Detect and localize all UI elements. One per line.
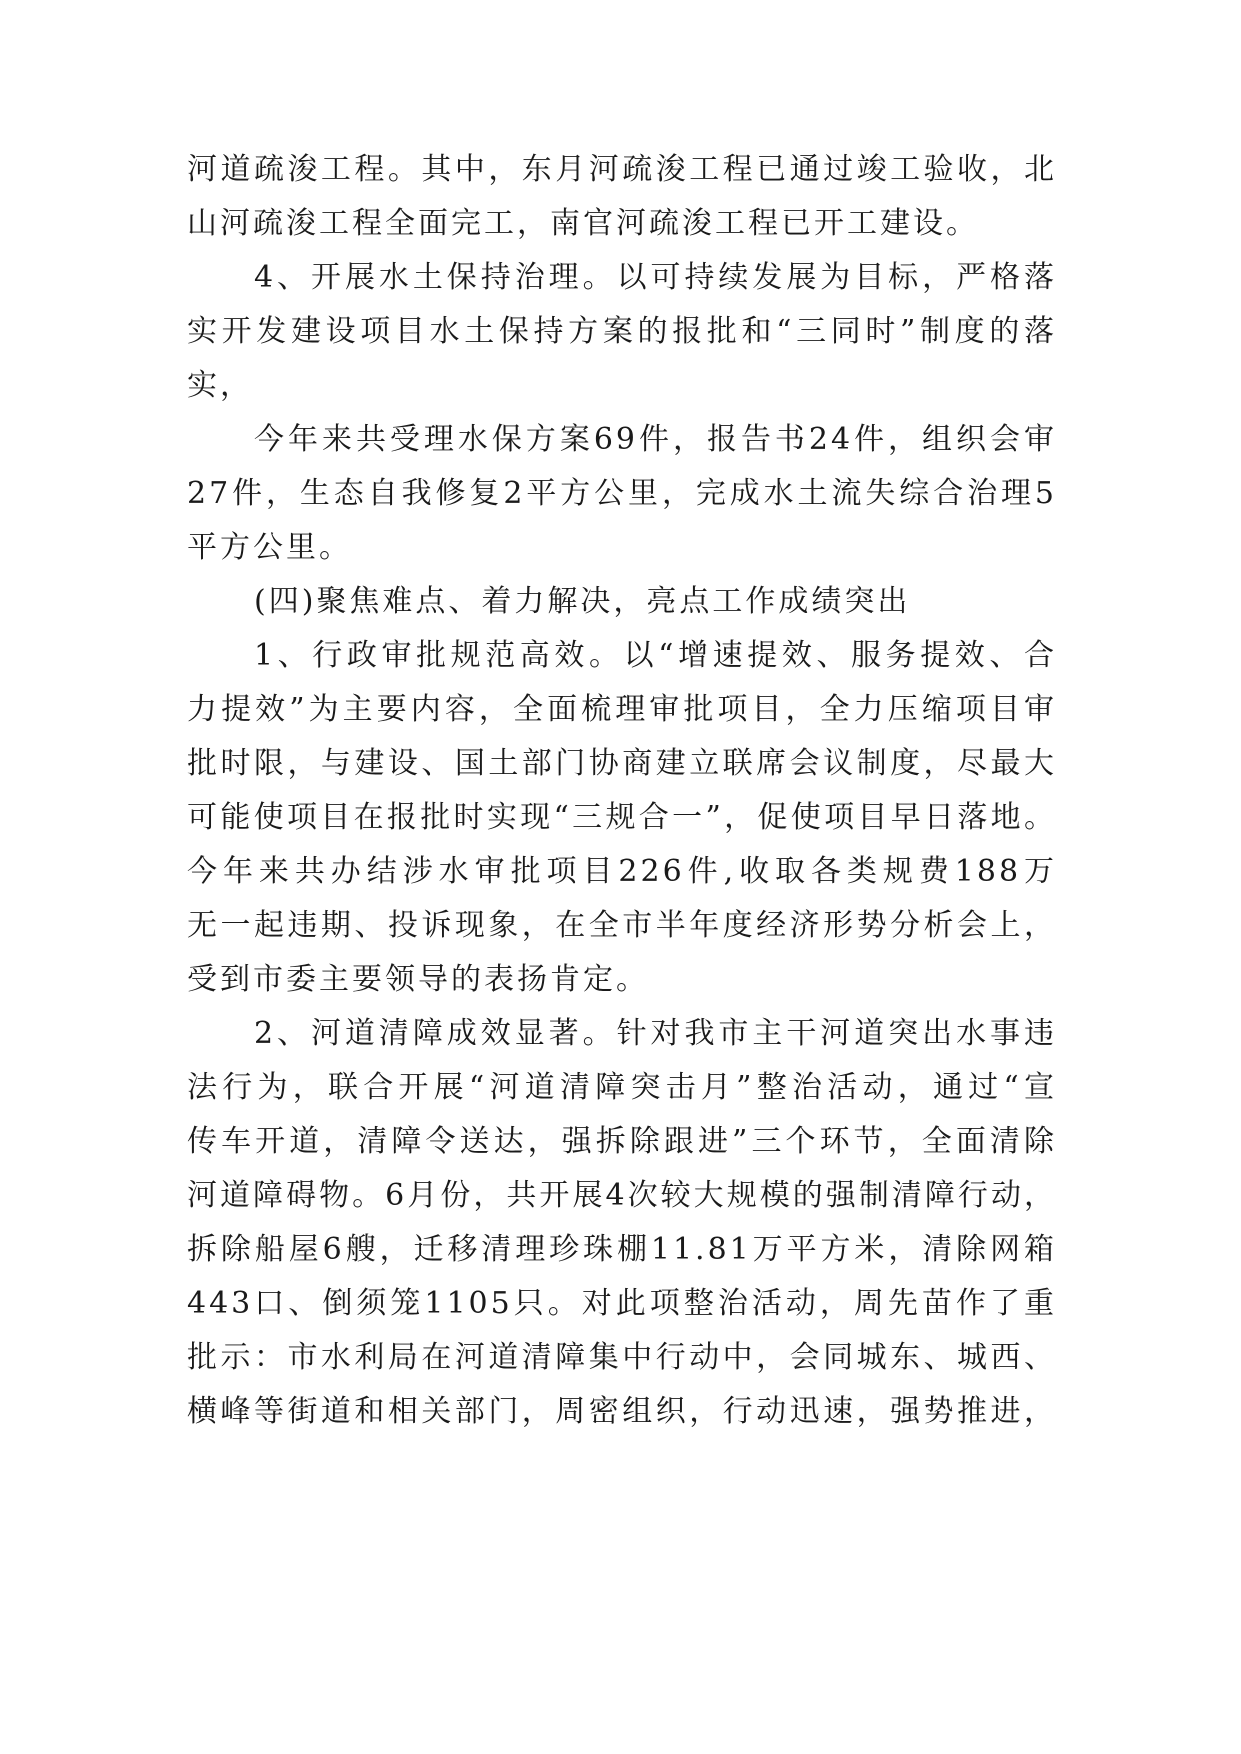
text-line: 27件，生态自我修复2平方公里，完成水土流失综合治理5 bbox=[187, 476, 1057, 511]
text-line: 4、开展水土保持治理。以可持续发展为目标，严格落 bbox=[254, 260, 1057, 295]
section-heading: (四)聚焦难点、着力解决，亮点工作成绩突出 bbox=[254, 584, 911, 619]
text-line: 无一起违期、投诉现象，在全市半年度经济形势分析会上， bbox=[187, 908, 1057, 943]
text-line: 今年来共受理水保方案69件，报告书24件，组织会审 bbox=[254, 422, 1057, 457]
text-line: 可能使项目在报批时实现“三规合一”，促使项目早日落地。 bbox=[187, 800, 1057, 835]
text-line: 443口、倒须笼1105只。对此项整治活动，周先苗作了重 bbox=[187, 1286, 1057, 1321]
text-line: 平方公里。 bbox=[187, 530, 352, 565]
text-line: 批时限，与建设、国土部门协商建立联席会议制度，尽最大 bbox=[187, 746, 1057, 781]
text-line: 拆除船屋6艘，迁移清理珍珠棚11.81万平方米，清除网箱 bbox=[187, 1232, 1057, 1267]
text-line: 法行为，联合开展“河道清障突击月”整治活动，通过“宣 bbox=[187, 1070, 1057, 1105]
text-line: 山河疏浚工程全面完工，南官河疏浚工程已开工建设。 bbox=[187, 206, 979, 241]
text-line: 今年来共办结涉水审批项目226件,收取各类规费188万 bbox=[187, 854, 1057, 889]
text-line: 批示：市水利局在河道清障集中行动中，会同城东、城西、 bbox=[187, 1340, 1057, 1375]
text-line: 2、河道清障成效显著。针对我市主干河道突出水事违 bbox=[254, 1016, 1057, 1051]
text-line: 河道障碍物。6月份，共开展4次较大规模的强制清障行动， bbox=[187, 1178, 1057, 1213]
text-line: 力提效”为主要内容，全面梳理审批项目，全力压缩项目审 bbox=[187, 692, 1057, 727]
text-line: 1、行政审批规范高效。以“增速提效、服务提效、合 bbox=[254, 638, 1057, 673]
text-line: 横峰等街道和相关部门，周密组织，行动迅速，强势推进， bbox=[187, 1394, 1057, 1429]
text-line: 受到市委主要领导的表扬肯定。 bbox=[187, 962, 649, 997]
text-line: 实， bbox=[187, 368, 253, 403]
text-line: 实开发建设项目水土保持方案的报批和“三同时”制度的落 bbox=[187, 314, 1057, 349]
text-line: 河道疏浚工程。其中，东月河疏浚工程已通过竣工验收，北 bbox=[187, 152, 1057, 187]
text-line: 传车开道，清障令送达，强拆除跟进”三个环节，全面清除 bbox=[187, 1124, 1057, 1159]
